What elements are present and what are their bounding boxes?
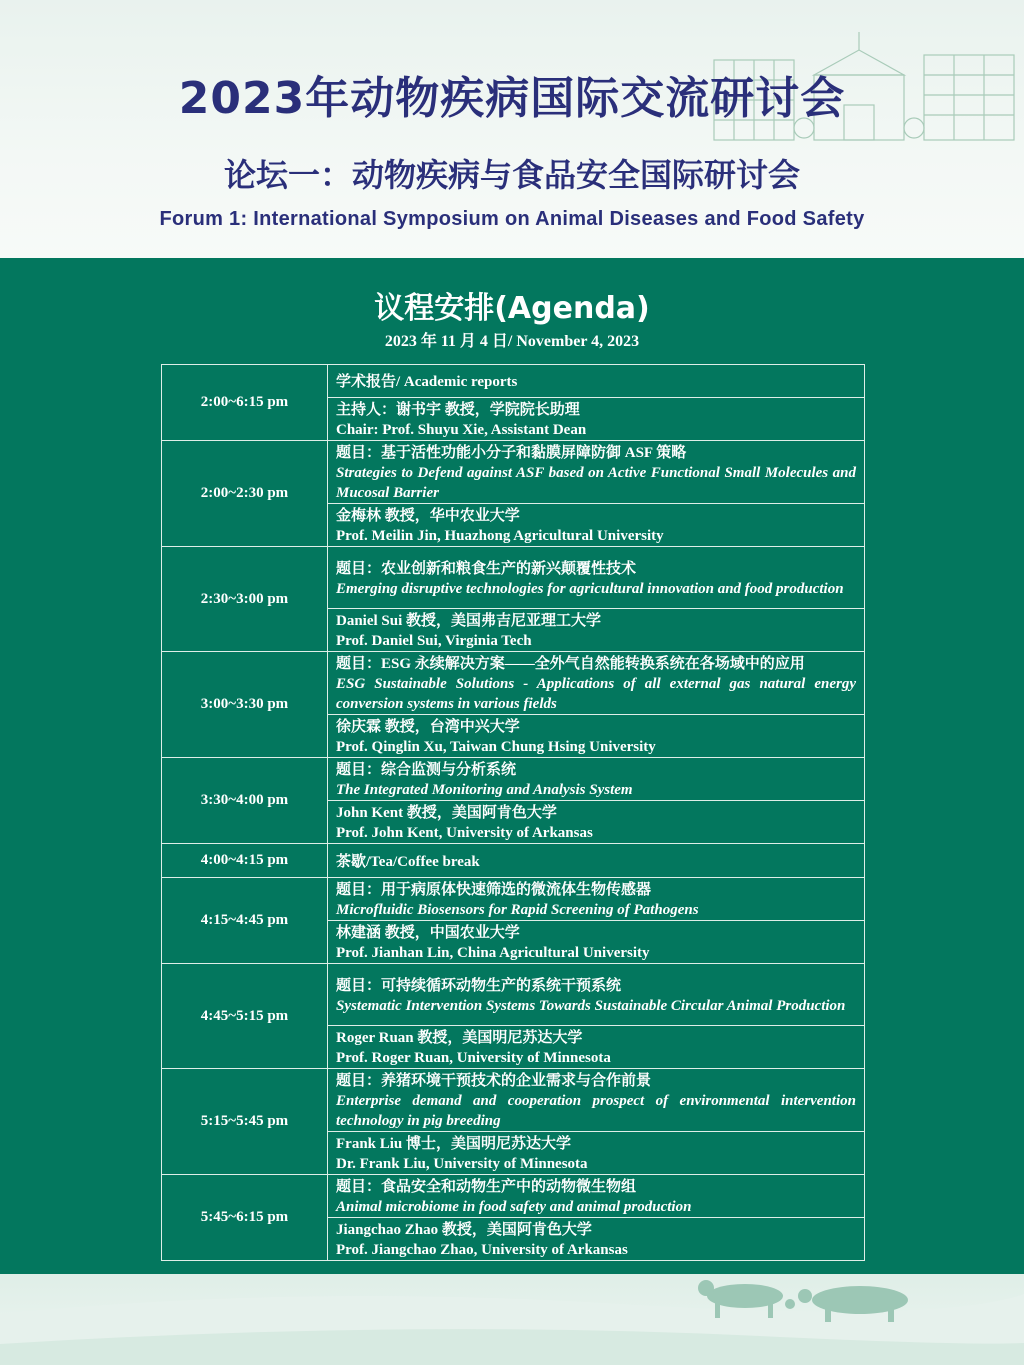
table-row [162,1069,865,1132]
session-topic-en: The Integrated Monitoring and Analysis System [336,782,633,798]
speaker-cn: 金梅林 教授，华中农业大学 [336,508,520,524]
speaker-en: Prof. Jiangchao Zhao, University of Arkansas [336,1242,628,1258]
speaker-cn: Roger Ruan 教授，美国明尼苏达大学 [336,1030,583,1046]
speaker-en: Prof. Jianhan Lin, China Agricultural University [336,945,650,961]
forum-title-en: Forum 1: International Symposium on Animal Diseases and Food Safety [159,208,865,230]
session-time: 2:00~6:15 pm [162,365,328,441]
header-banner [0,0,1024,258]
session-topic-en: Systematic Intervention Systems Towards Sustainable Circular Animal Production [336,997,846,1014]
session-topic-en: Enterprise demand and cooperation prospect of environmental intervention technology in pig breeding [336,1093,856,1129]
session-topic-en: Microfluidic Biosensors for Rapid Screening of Pathogens [336,902,699,918]
table-row [162,547,865,609]
speaker-en: Chair: Prof. Shuyu Xie, Assistant Dean [336,422,587,438]
session-topic-en: Emerging disruptive technologies for agricultural innovation and food production [336,580,844,597]
speaker-en: Prof. John Kent, University of Arkansas [336,825,593,841]
table-row [162,652,865,715]
session-time: 3:00~3:30 pm [162,652,328,758]
session-topic-en: ESG Sustainable Solutions - Applications of all external gas natural energy conversion systems in various fields [336,676,856,712]
session-topic-en: Strategies to Defend against ASF based on Active Functional Small Molecules and Mucosal Barrier [336,465,856,501]
session-topic-cn: 题目：农业创新和粮食生产的新兴颠覆性技术 [336,560,637,577]
footer-banner [0,1274,1024,1365]
speaker-en: Prof. Meilin Jin, Huazhong Agricultural University [336,528,664,544]
speaker-en: Dr. Frank Liu, University of Minnesota [336,1156,588,1172]
main-title: 2023年动物疾病国际交流研讨会 [178,73,846,124]
speaker-cn: Jiangchao Zhao 教授，美国阿肯色大学 [336,1222,592,1238]
break-label: 茶歇/Tea/Coffee break [336,853,480,870]
table-row [162,1175,865,1218]
table-row [162,964,865,1026]
session-time: 3:30~4:00 pm [162,758,328,844]
session-topic-cn: 题目：养猪环境干预技术的企业需求与合作前景 [336,1073,652,1089]
speaker-cn: 林建涵 教授，中国农业大学 [336,925,520,941]
session-topic-cn: 题目：食品安全和动物生产中的动物微生物组 [336,1179,637,1195]
session-time: 5:15~5:45 pm [162,1069,328,1175]
livestock-silhouette-illustration [0,1274,1024,1365]
session-topic-cn: 学术报告/ Academic reports [336,374,518,390]
session-time: 2:00~2:30 pm [162,441,328,547]
session-time: 2:30~3:00 pm [162,547,328,652]
agenda-table [161,364,865,1261]
table-row [162,878,865,921]
session-topic-cn: 题目：基于活性功能小分子和黏膜屏障防御 ASF 策略 [336,445,687,461]
session-topic-cn: 题目：综合监测与分析系统 [336,762,517,778]
speaker-en: Prof. Qinglin Xu, Taiwan Chung Hsing University [336,739,656,755]
agenda-heading: 议程安排(Agenda) [374,291,650,326]
table-row [162,844,865,878]
speaker-cn: Daniel Sui 教授，美国弗吉尼亚理工大学 [336,613,602,629]
speaker-cn: Frank Liu 博士，美国明尼苏达大学 [336,1136,572,1152]
session-time: 5:45~6:15 pm [162,1175,328,1261]
table-row [162,441,865,504]
session-topic-en: Animal microbiome in food safety and animal production [336,1199,692,1215]
session-topic-cn: 题目：可持续循环动物生产的系统干预系统 [336,977,622,994]
session-time: 4:15~4:45 pm [162,878,328,964]
speaker-cn: 徐庆霖 教授，台湾中兴大学 [336,719,520,735]
session-topic-cn: 题目：用于病原体快速筛选的微流体生物传感器 [336,882,652,898]
speaker-cn: 主持人：谢书宇 教授，学院院长助理 [336,402,580,418]
session-topic-cn: 题目：ESG 永续解决方案——全外气自然能转换系统在各场域中的应用 [336,656,805,672]
speaker-en: Prof. Roger Ruan, University of Minnesota [336,1050,611,1066]
forum-title: 论坛一：动物疾病与食品安全国际研讨会 [223,156,800,194]
agenda-date: 2023 年 11 月 4 日/ November 4, 2023 [384,333,640,350]
session-time: 4:45~5:15 pm [162,964,328,1069]
speaker-en: Prof. Daniel Sui, Virginia Tech [336,633,532,649]
table-row [162,758,865,801]
table-row [162,365,865,398]
speaker-cn: John Kent 教授，美国阿肯色大学 [336,805,557,821]
session-time: 4:00~4:15 pm [162,844,328,878]
